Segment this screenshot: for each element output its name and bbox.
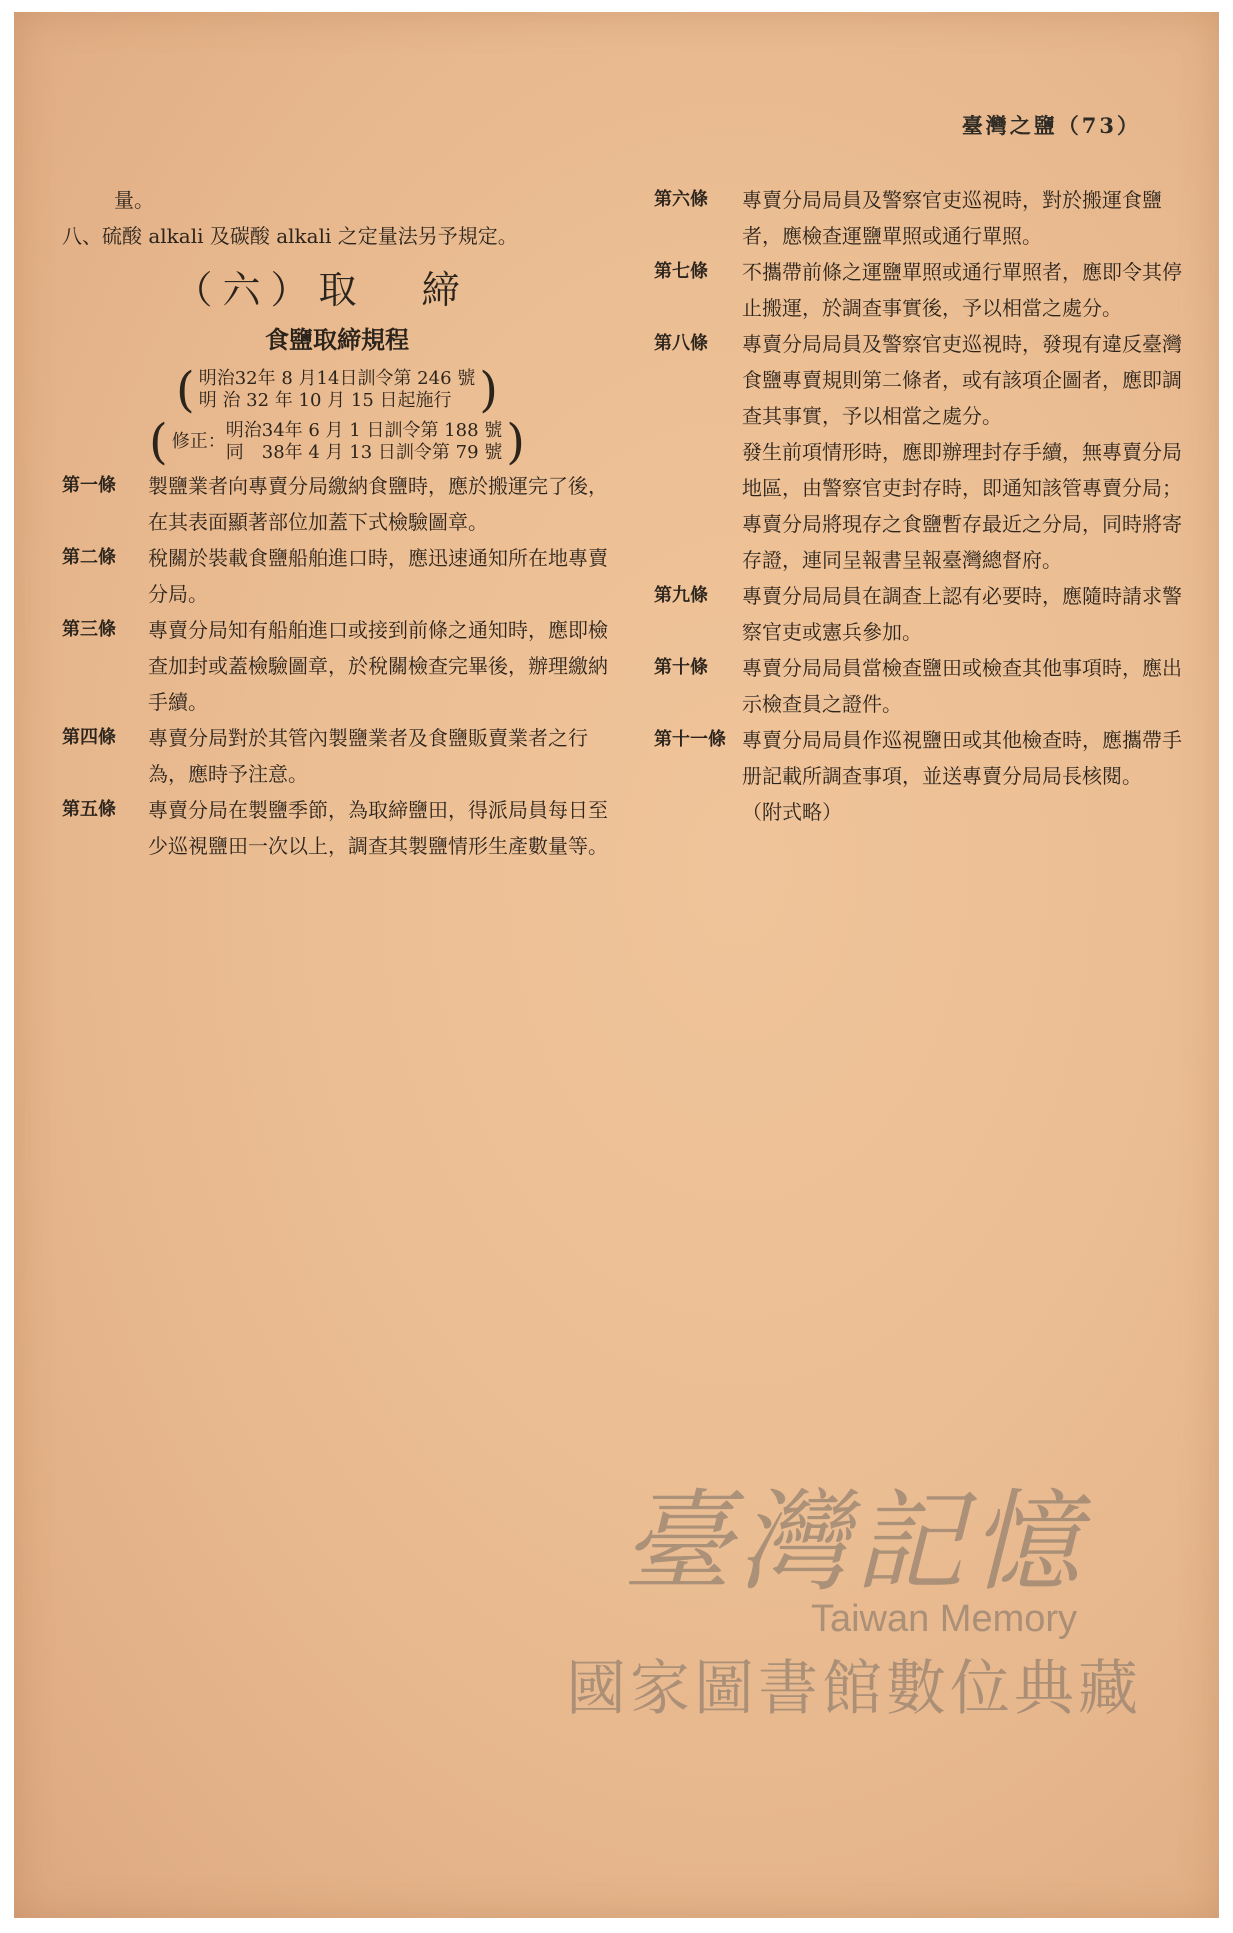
appendix-note: （附式略）: [742, 800, 842, 824]
amend-line-2: 同 38年 4 月 13 日訓令第 79 號: [225, 442, 503, 463]
continued-line: 量。: [114, 188, 154, 212]
amend-label: ( 修正：: [171, 431, 226, 452]
article-8-paragraph-2: 發生前項情形時，應即辦理封存手續，無專賣分局地區，由警察官吏封存時，即通知該管專賣分局；專賣分局將現存之食鹽暫存最近之分局，同時將寄存證，連同呈報書呈報臺灣總督府。: [742, 440, 1182, 572]
article-3: 第三條 專賣分局知有船舶進口或接到前條之通知時，應即檢查加封或蓋檢驗圖章，於稅關檢查完畢後，辦理繳納手續。: [62, 618, 608, 714]
amend-line-1: 明治34年 6 月 1 日訓令第 188 號: [225, 420, 503, 441]
article-8: 第八條 專賣分局局員及警察官吏巡視時，發現有違反臺灣食鹽專賣規則第二條者，或有該項企圖者，應即調查其事實，予以相當之處分。: [654, 332, 1182, 428]
article-11: 第十一條 專賣分局局員作巡視鹽田或其他檢查時，應攜帶手册記載所調查事項，並送專賣分局局長核閱。: [654, 728, 1182, 788]
article-1: 第一條 製鹽業者向專賣分局繳納食鹽時，應於搬運完了後，在其表面顯著部位加蓋下式檢驗圖章。: [62, 474, 608, 534]
regulation-title: 食鹽取締規程: [265, 325, 409, 354]
page-header: 臺灣之鹽（73）: [961, 113, 1141, 138]
scanned-page: [14, 12, 1219, 1918]
section-title-part-b: 締: [421, 268, 470, 312]
taiwan-memory-watermark: [544, 1478, 1164, 1727]
watermark-english: Taiwan Memory: [810, 1598, 1078, 1640]
amendment-dates: [52, 416, 622, 468]
enactment-dates: [52, 364, 622, 416]
item-8: 八、硫酸 alkali 及碳酸 alkali 之定量法另予規定。: [62, 224, 518, 248]
watermark-library: 國家圖書館數位典藏: [566, 1654, 1142, 1724]
section-title: [22, 268, 622, 312]
right-column: [654, 182, 1194, 830]
article-9: 第九條 專賣分局局員在調查上認有必要時，應隨時請求警察官吏或憲兵參加。: [654, 584, 1182, 644]
section-title-part-a: （六）取: [174, 268, 367, 312]
article-6: 第六條 專賣分局局員及警察官吏巡視時，對於搬運食鹽者，應檢查運鹽單照或通行單照。: [654, 188, 1162, 248]
article-5: 第五條 專賣分局在製鹽季節，為取締鹽田，得派局員每日至少巡視鹽田一次以上，調查其製鹽情形生產數量等。: [62, 798, 608, 858]
article-2: 第二條 稅關於裝載食鹽船舶進口時，應迅速通知所在地專賣分局。: [62, 546, 608, 606]
article-4: 第四條 專賣分局對於其管內製鹽業者及食鹽販賣業者之行為，應時予注意。: [62, 726, 588, 786]
article-7: 第七條 不攜帶前條之運鹽單照或通行單照者，應即令其停止搬運，於調查事實後，予以相當之處分。: [654, 260, 1182, 320]
date-line-1: ( 明治32年 8 月14日訓令第 246 號: [198, 368, 476, 389]
watermark-chinese: 臺灣記憶: [622, 1478, 1086, 1606]
article-10: 第十條 專賣分局局員當檢查鹽田或檢查其他事項時，應出示檢查員之證件。: [654, 656, 1182, 716]
left-column: [62, 182, 622, 864]
date-line-2: 明 治 32 年 10 月 15 日起施行: [198, 390, 452, 411]
